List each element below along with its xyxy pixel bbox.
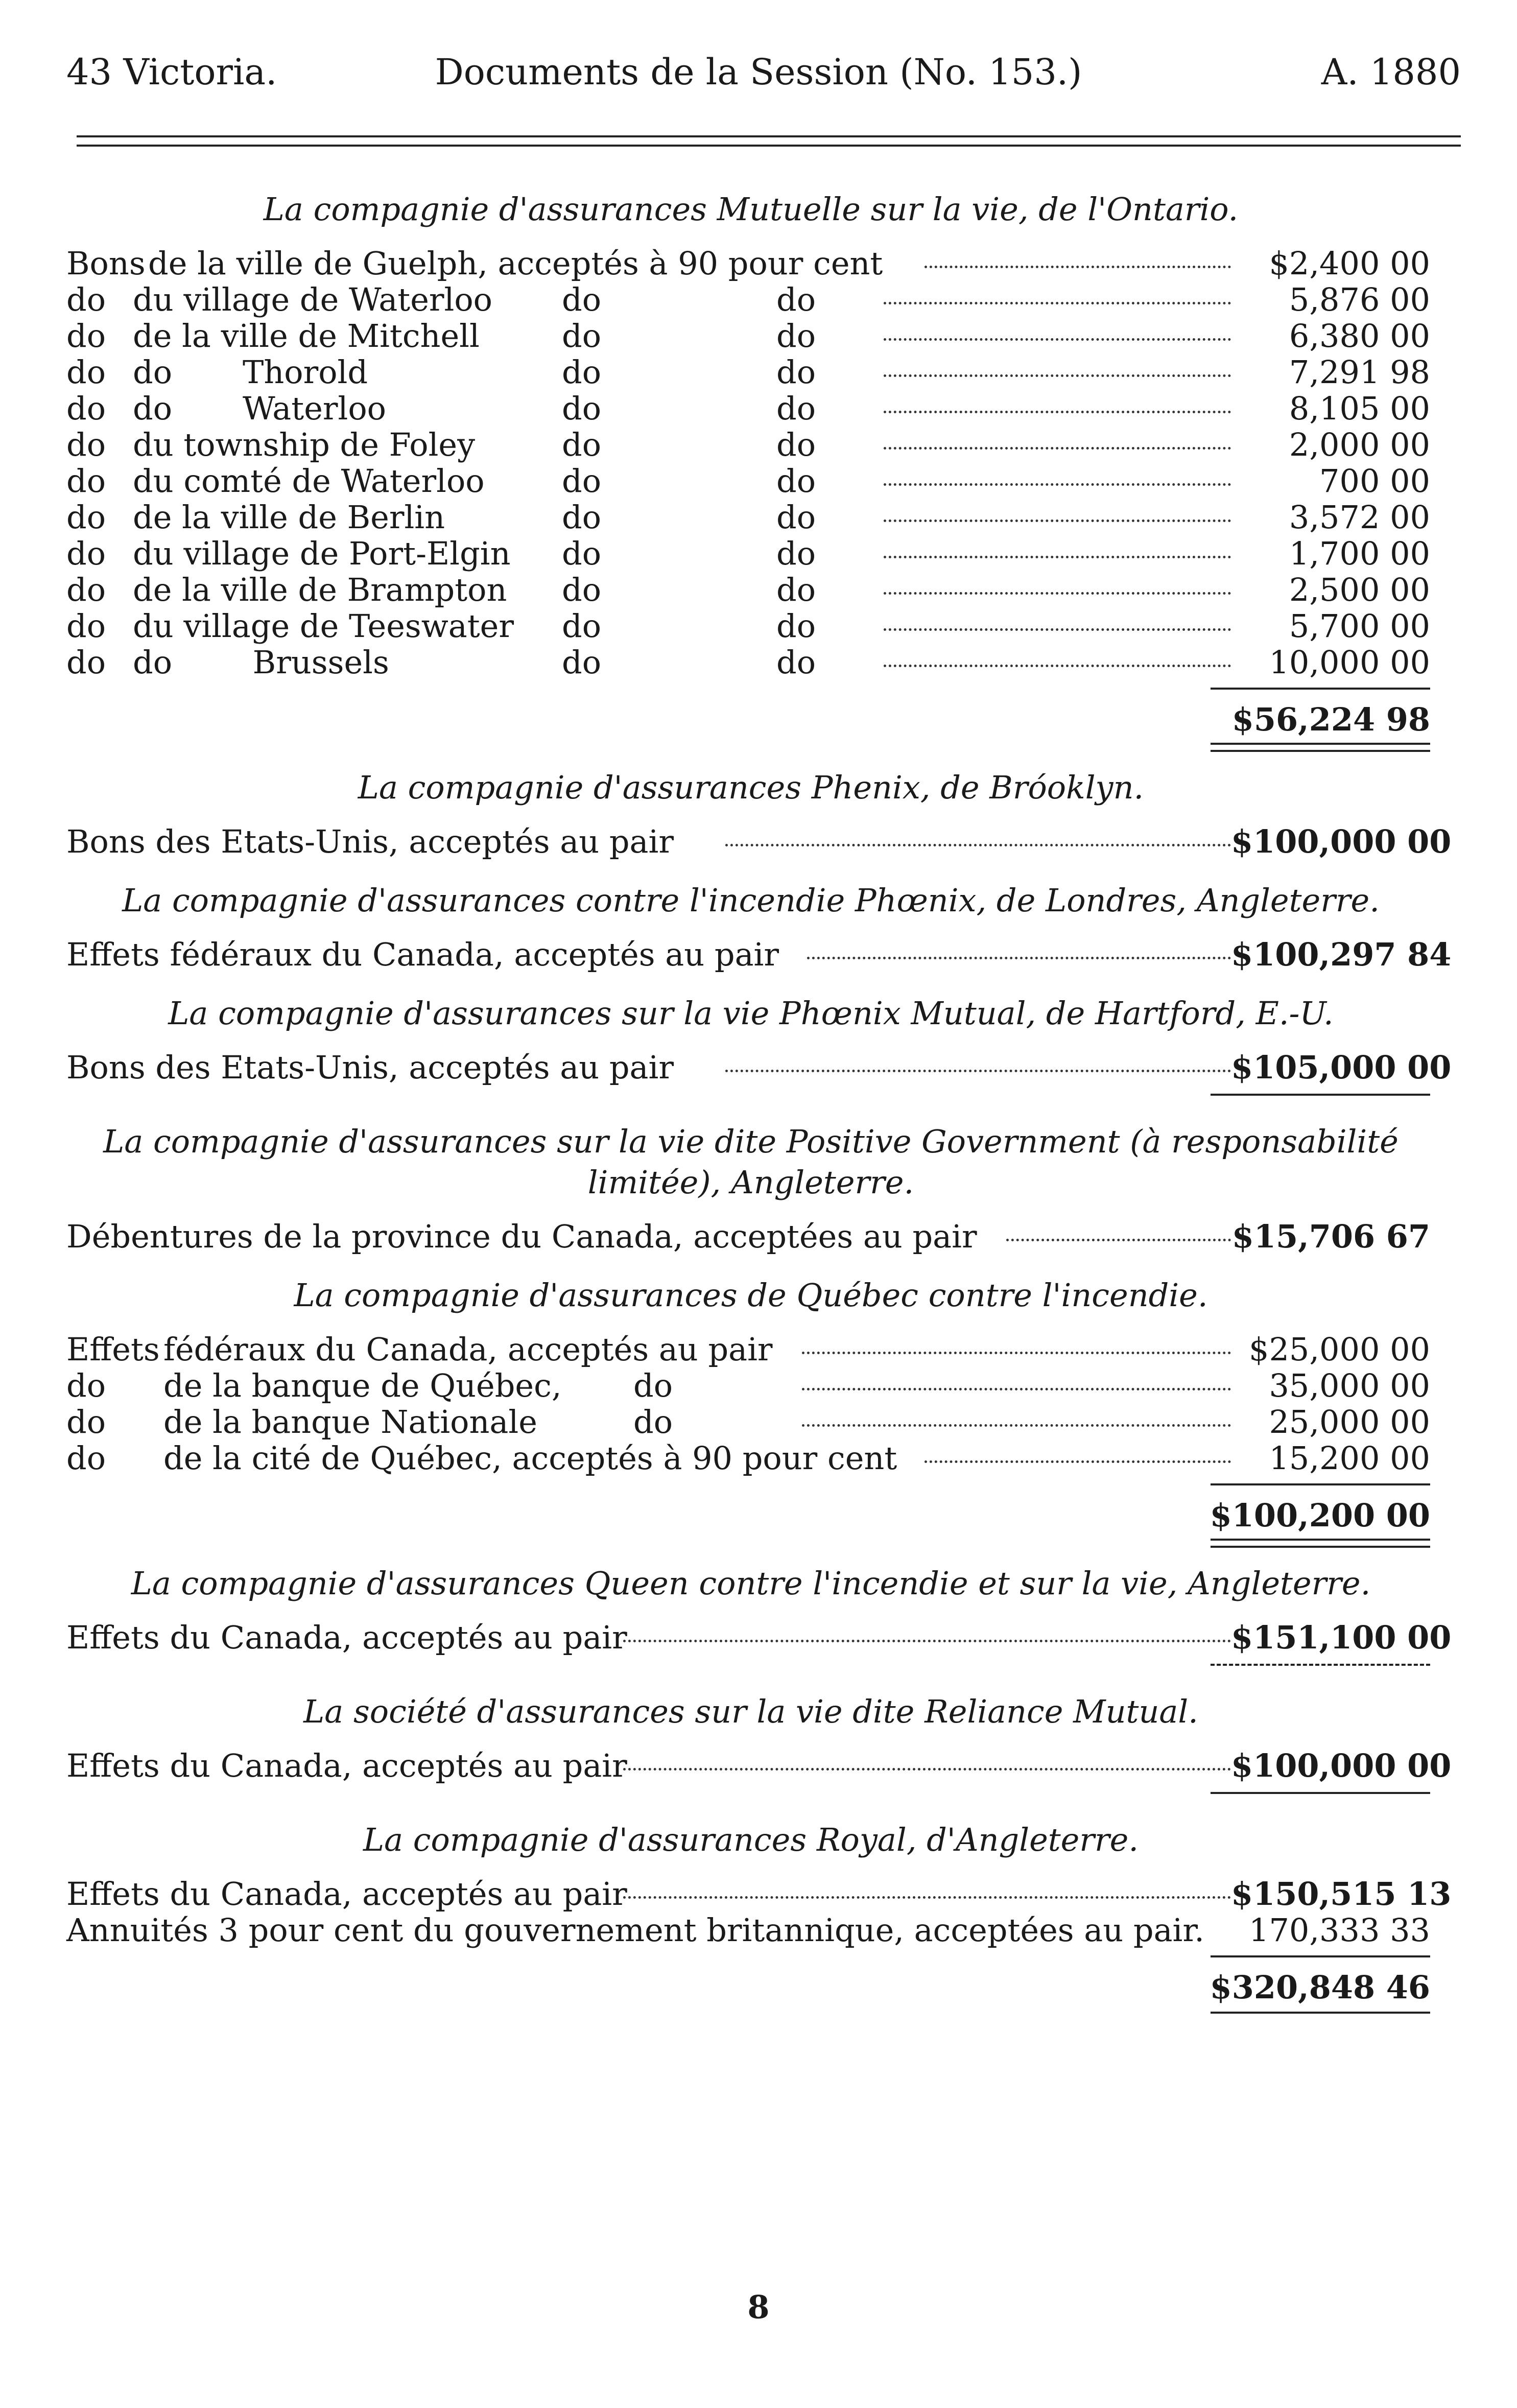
row-description: de la ville de Mitchell bbox=[133, 317, 480, 355]
section-title: La compagnie d'assurances Royal, d'Angleterre. bbox=[363, 1821, 1139, 1858]
total-amount: $100,200 00 bbox=[1210, 1497, 1430, 1534]
leader-dots bbox=[884, 483, 1231, 486]
row-type: do bbox=[66, 390, 106, 427]
row-description: de la ville de Guelph, acceptés à 90 pour cent bbox=[148, 245, 883, 282]
line-amount: $15,706 67 bbox=[1231, 1218, 1430, 1255]
line-label: Annuités 3 pour cent du gouvernement britannique, acceptées au pair. bbox=[66, 1911, 1204, 1949]
leader-dots bbox=[884, 302, 1231, 304]
row-description: du comté de Waterloo bbox=[133, 462, 485, 500]
row-amount: 7,291 98 bbox=[1289, 353, 1430, 391]
page-header bbox=[46, 51, 1471, 107]
rule-line bbox=[1211, 1094, 1430, 1096]
line-label: Effets du Canada, acceptés au pair bbox=[66, 1875, 627, 1913]
line-item bbox=[46, 1619, 1456, 1656]
table-row bbox=[46, 281, 1456, 318]
rule-line bbox=[1211, 1664, 1430, 1666]
table-row bbox=[46, 1404, 1456, 1440]
row-type: Effets bbox=[66, 1331, 160, 1368]
row-ditto: do bbox=[633, 1403, 673, 1441]
section-title: La compagnie d'assurances de Québec contre l'incendie. bbox=[294, 1277, 1208, 1314]
section-title: La compagnie d'assurances sur la vie dite Positive Government (à responsabilité limitée), Angleterre. bbox=[103, 1123, 1399, 1201]
leader-dots bbox=[884, 411, 1231, 413]
table-row bbox=[46, 1367, 1456, 1404]
row-type: do bbox=[66, 353, 106, 391]
line-label: Effets du Canada, acceptés au pair bbox=[66, 1747, 627, 1784]
section-rule bbox=[46, 1656, 1456, 1671]
row-type: do bbox=[66, 462, 106, 500]
total-amount: $320,848 46 bbox=[1210, 1969, 1430, 2006]
header-title: Documents de la Session (No. 153.) bbox=[435, 51, 1082, 93]
row-ditto: do bbox=[562, 607, 602, 645]
row-type: do bbox=[66, 535, 106, 572]
row-description: du township de Foley bbox=[133, 426, 476, 463]
section-title: La compagnie d'assurances sur la vie Phœnix Mutual, de Hartford, E.-U. bbox=[168, 995, 1334, 1032]
row-type: do bbox=[66, 644, 106, 681]
row-ditto: do bbox=[562, 499, 602, 536]
table-row bbox=[46, 572, 1456, 608]
leader-dots bbox=[802, 1388, 1231, 1390]
line-item bbox=[46, 1049, 1456, 1085]
line-label: Bons des Etats-Unis, acceptés au pair bbox=[66, 1049, 674, 1086]
section-rule bbox=[46, 1784, 1456, 1799]
section-title: La compagnie d'assurances Mutuelle sur la vie, de l'Ontario. bbox=[263, 191, 1239, 228]
row-amount: 15,200 00 bbox=[1269, 1439, 1430, 1477]
rule-line bbox=[1211, 1792, 1430, 1794]
row-amount: 35,000 00 bbox=[1269, 1367, 1430, 1404]
row-ditto: do bbox=[776, 607, 816, 645]
row-ditto: do bbox=[562, 281, 602, 318]
row-amount: 2,500 00 bbox=[1289, 571, 1430, 608]
row-amount: 8,105 00 bbox=[1289, 390, 1430, 427]
table-row bbox=[46, 390, 1456, 427]
row-ditto: do bbox=[776, 390, 816, 427]
leader-dots bbox=[725, 844, 1231, 846]
row-type: do bbox=[66, 1367, 106, 1404]
header-rule bbox=[77, 135, 1461, 147]
row-ditto: do bbox=[776, 426, 816, 463]
section-total bbox=[46, 1476, 1456, 1543]
leader-dots bbox=[807, 957, 1231, 959]
header-year: A. 1880 bbox=[1321, 51, 1461, 93]
section-total bbox=[46, 680, 1456, 747]
line-item bbox=[46, 1748, 1456, 1784]
row-type: do bbox=[66, 281, 106, 318]
line-amount: $151,100 00 bbox=[1231, 1619, 1452, 1656]
row-ditto: do bbox=[562, 426, 602, 463]
section-title: La compagnie d'assurances Queen contre l'incendie et sur la vie, Angleterre. bbox=[131, 1565, 1371, 1602]
leader-dots bbox=[884, 592, 1231, 595]
row-description: do Waterloo bbox=[133, 390, 386, 427]
line-item bbox=[46, 1912, 1456, 1948]
row-description: do Brussels bbox=[133, 644, 389, 681]
row-type: do bbox=[66, 499, 106, 536]
row-ditto: do bbox=[776, 535, 816, 572]
row-ditto: do bbox=[562, 571, 602, 608]
leader-dots bbox=[623, 1768, 1231, 1770]
row-description: de la ville de Brampton bbox=[133, 571, 507, 608]
leader-dots bbox=[884, 628, 1231, 631]
row-ditto: do bbox=[776, 462, 816, 500]
row-type: do bbox=[66, 1403, 106, 1441]
line-item bbox=[46, 1876, 1456, 1912]
table-row bbox=[46, 608, 1456, 644]
leader-dots bbox=[884, 520, 1231, 522]
row-ditto: do bbox=[562, 644, 602, 681]
row-ditto: do bbox=[562, 462, 602, 500]
total-double-rule bbox=[1211, 1539, 1430, 1548]
row-description: du village de Port-Elgin bbox=[133, 535, 511, 572]
row-description: de la banque de Québec, bbox=[163, 1367, 562, 1404]
leader-dots bbox=[1006, 1239, 1231, 1241]
row-ditto: do bbox=[633, 1367, 673, 1404]
section-title: La compagnie d'assurances Phenix, de Bróoklyn. bbox=[358, 769, 1144, 806]
leader-dots bbox=[802, 1352, 1231, 1354]
line-item bbox=[46, 936, 1456, 973]
line-item bbox=[46, 1218, 1456, 1255]
row-description: fédéraux du Canada, acceptés au pair bbox=[163, 1331, 773, 1368]
row-ditto: do bbox=[776, 571, 816, 608]
table-row bbox=[46, 1440, 1456, 1476]
section-rule bbox=[46, 1085, 1456, 1101]
row-amount: 10,000 00 bbox=[1269, 644, 1430, 681]
row-type: do bbox=[66, 571, 106, 608]
line-amount: $105,000 00 bbox=[1231, 1049, 1452, 1086]
line-amount: $100,297 84 bbox=[1231, 936, 1452, 973]
document-body bbox=[46, 169, 1456, 2015]
leader-dots bbox=[884, 447, 1231, 450]
row-description: do Thorold bbox=[133, 353, 368, 391]
leader-dots bbox=[884, 556, 1231, 558]
line-label: Effets du Canada, acceptés au pair bbox=[66, 1619, 627, 1656]
leader-dots bbox=[623, 1640, 1231, 1642]
row-type: do bbox=[66, 426, 106, 463]
leader-dots bbox=[623, 1896, 1231, 1899]
table-row bbox=[46, 499, 1456, 535]
leader-dots bbox=[925, 266, 1231, 268]
total-amount: $56,224 98 bbox=[1231, 701, 1430, 738]
row-ditto: do bbox=[776, 353, 816, 391]
line-label: Effets fédéraux du Canada, acceptés au pair bbox=[66, 936, 779, 973]
line-label: Bons des Etats-Unis, acceptés au pair bbox=[66, 823, 674, 860]
table-row bbox=[46, 644, 1456, 680]
line-amount: $100,000 00 bbox=[1231, 823, 1452, 860]
table-row bbox=[46, 245, 1456, 281]
row-ditto: do bbox=[562, 390, 602, 427]
total-rule bbox=[1211, 1955, 1430, 1957]
total-bottom-rule bbox=[1211, 2012, 1430, 2014]
table-row bbox=[46, 1331, 1456, 1367]
row-description: du village de Teeswater bbox=[133, 607, 514, 645]
leader-dots bbox=[802, 1424, 1231, 1427]
row-amount: 2,000 00 bbox=[1289, 426, 1430, 463]
row-amount: 700 00 bbox=[1319, 462, 1430, 500]
total-rule bbox=[1211, 688, 1430, 690]
row-amount: 5,876 00 bbox=[1289, 281, 1430, 318]
row-description: de la cité de Québec, acceptés à 90 pour cent bbox=[163, 1439, 897, 1477]
total-double-rule bbox=[1211, 743, 1430, 752]
row-description: de la ville de Berlin bbox=[133, 499, 445, 536]
row-description: du village de Waterloo bbox=[133, 281, 493, 318]
table-row bbox=[46, 535, 1456, 572]
row-amount: $25,000 00 bbox=[1249, 1331, 1430, 1368]
row-type: do bbox=[66, 317, 106, 355]
row-ditto: do bbox=[562, 317, 602, 355]
table-row bbox=[46, 427, 1456, 463]
row-amount: 1,700 00 bbox=[1289, 535, 1430, 572]
row-ditto: do bbox=[562, 535, 602, 572]
leader-dots bbox=[884, 665, 1231, 667]
header-session: 43 Victoria. bbox=[66, 51, 277, 93]
total-rule bbox=[1211, 1483, 1430, 1485]
row-amount: 25,000 00 bbox=[1269, 1403, 1430, 1441]
row-type: do bbox=[66, 607, 106, 645]
row-ditto: do bbox=[776, 317, 816, 355]
table-row bbox=[46, 463, 1456, 499]
row-ditto: do bbox=[776, 281, 816, 318]
leader-dots bbox=[884, 338, 1231, 341]
line-label: Débentures de la province du Canada, acceptées au pair bbox=[66, 1218, 977, 1255]
row-amount: 6,380 00 bbox=[1289, 317, 1430, 355]
section-total bbox=[46, 1948, 1456, 2015]
page-number: 8 bbox=[747, 2288, 770, 2326]
table-row bbox=[46, 318, 1456, 354]
row-amount: $2,400 00 bbox=[1269, 245, 1430, 282]
table-row bbox=[46, 354, 1456, 390]
row-amount: 3,572 00 bbox=[1289, 499, 1430, 536]
row-ditto: do bbox=[776, 499, 816, 536]
leader-dots bbox=[884, 374, 1231, 377]
row-description: de la banque Nationale bbox=[163, 1403, 537, 1441]
row-ditto: do bbox=[562, 353, 602, 391]
line-amount: $100,000 00 bbox=[1231, 1747, 1452, 1784]
line-amount: 170,333 33 bbox=[1249, 1911, 1430, 1949]
leader-dots bbox=[725, 1070, 1231, 1072]
row-type: do bbox=[66, 1439, 106, 1477]
section-title: La compagnie d'assurances contre l'incendie Phœnix, de Londres, Angleterre. bbox=[122, 882, 1380, 919]
row-type: Bons bbox=[66, 245, 146, 282]
leader-dots bbox=[925, 1460, 1231, 1463]
section-title: La société d'assurances sur la vie dite Reliance Mutual. bbox=[303, 1693, 1198, 1730]
row-amount: 5,700 00 bbox=[1289, 607, 1430, 645]
line-item bbox=[46, 823, 1456, 860]
line-amount: $150,515 13 bbox=[1231, 1875, 1452, 1913]
row-ditto: do bbox=[776, 644, 816, 681]
